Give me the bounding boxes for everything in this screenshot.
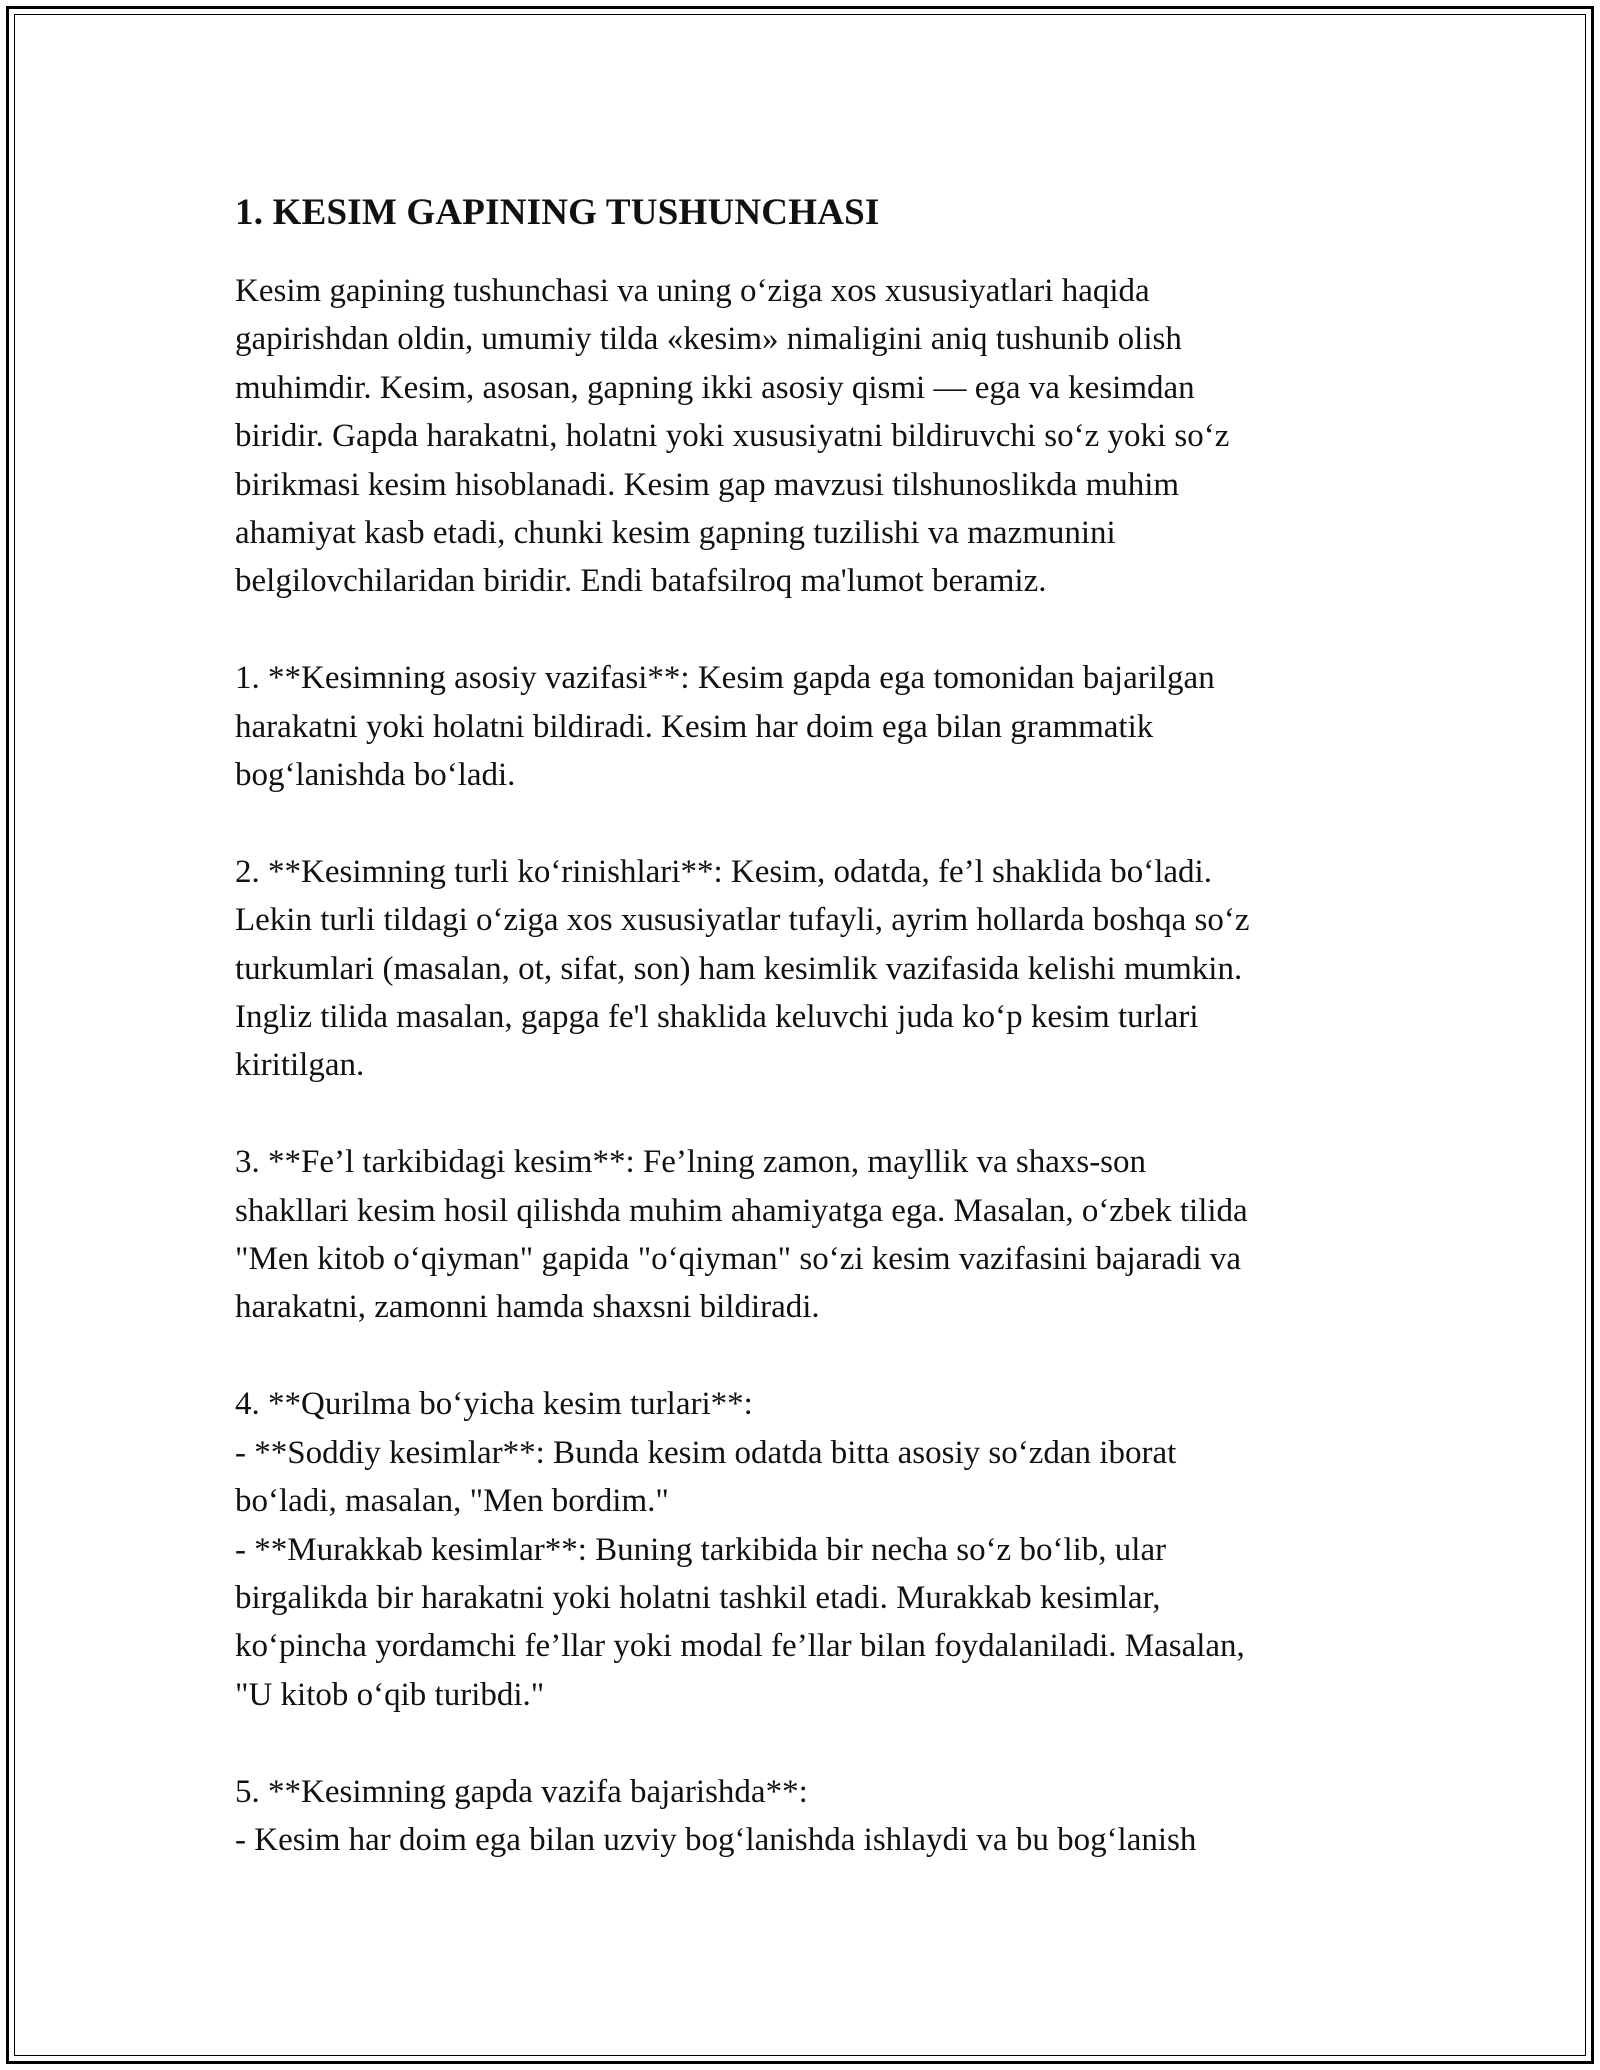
- document-body: [235, 185, 1375, 1864]
- list-item-2: 2. **Kesimning turli ko‘rinishlari**: Kesim, odatda, fe’l shaklida bo‘ladi. Lekin turli tildagi o‘ziga xos xususiyatlar tufayli, ayrim hollarda boshqa so‘z turkumlari (masalan, ot, sifat, son) ham kesimlik vazifasida kelishi mumkin. Ingliz tilida masalan, gapga fe'l shaklida keluvchi juda ko‘p kesim turlari kiritilgan.: [235, 853, 1250, 1084]
- list-item-5: 5. **Kesimning gapda vazifa bajarishda**: - Kesim har doim ega bilan uzviy bog‘lanishda ishlaydi va bu bog‘lanish: [235, 1773, 1197, 1858]
- list-item-1: 1. **Kesimning asosiy vazifasi**: Kesim gapda ega tomonidan bajarilgan harakatni yoki holatni bildiradi. Kesim har doim ega bilan grammatik bog‘lanishda bo‘ladi.: [235, 660, 1215, 794]
- list-item-3: 3. **Fe’l tarkibidagi kesim**: Fe’lning zamon, mayllik va shaxs-son shakllari kesim hosil qilishda muhim ahamiyatga ega. Masalan, o‘zbek tilida "Men kitob o‘qiyman" gapida "o‘qiyman" so‘zi kesim vazifasini bajaradi va harakatni, zamonni hamda shaxsni bildiradi.: [235, 1144, 1248, 1326]
- list-item-4: 4. **Qurilma bo‘yicha kesim turlari**: - **Soddiy kesimlar**: Bunda kesim odatda bitta asosiy so‘zdan iborat bo‘ladi, masalan, "Men bordim." - **Murakkab kesimlar**: Buning tarkibida bir necha so‘z bo‘lib, ular birgalikda bir harakatni yoki holatni tashkil etadi. Murakkab kesimlar, ko‘pincha yordamchi fe’llar yoki modal fe’llar bilan foydalaniladi. Masalan, "U kitob o‘qib turibdi.": [235, 1386, 1245, 1713]
- document-title: 1. KESIM GAPINING TUSHUNCHASI: [235, 192, 880, 233]
- intro-paragraph: Kesim gapining tushunchasi va uning o‘ziga xos xususiyatlari haqida gapirishdan oldin, umumiy tilda «kesim» nimaligini aniq tushunib olish muhimdir. Kesim, asosan, gapning ikki asosiy qismi — ega va kesimdan biridir. Gapda harakatni, holatni yoki xususiyatni bildiruvchi so‘z yoki so‘z birikmasi kesim hisoblanadi. Kesim gap mavzusi tilshunoslikda muhim ahamiyat kasb etadi, chunki kesim gapning tuzilishi va mazmunini belgilovchilaridan biridir. Endi batafsilroq ma'lumot beramiz.: [235, 273, 1230, 600]
